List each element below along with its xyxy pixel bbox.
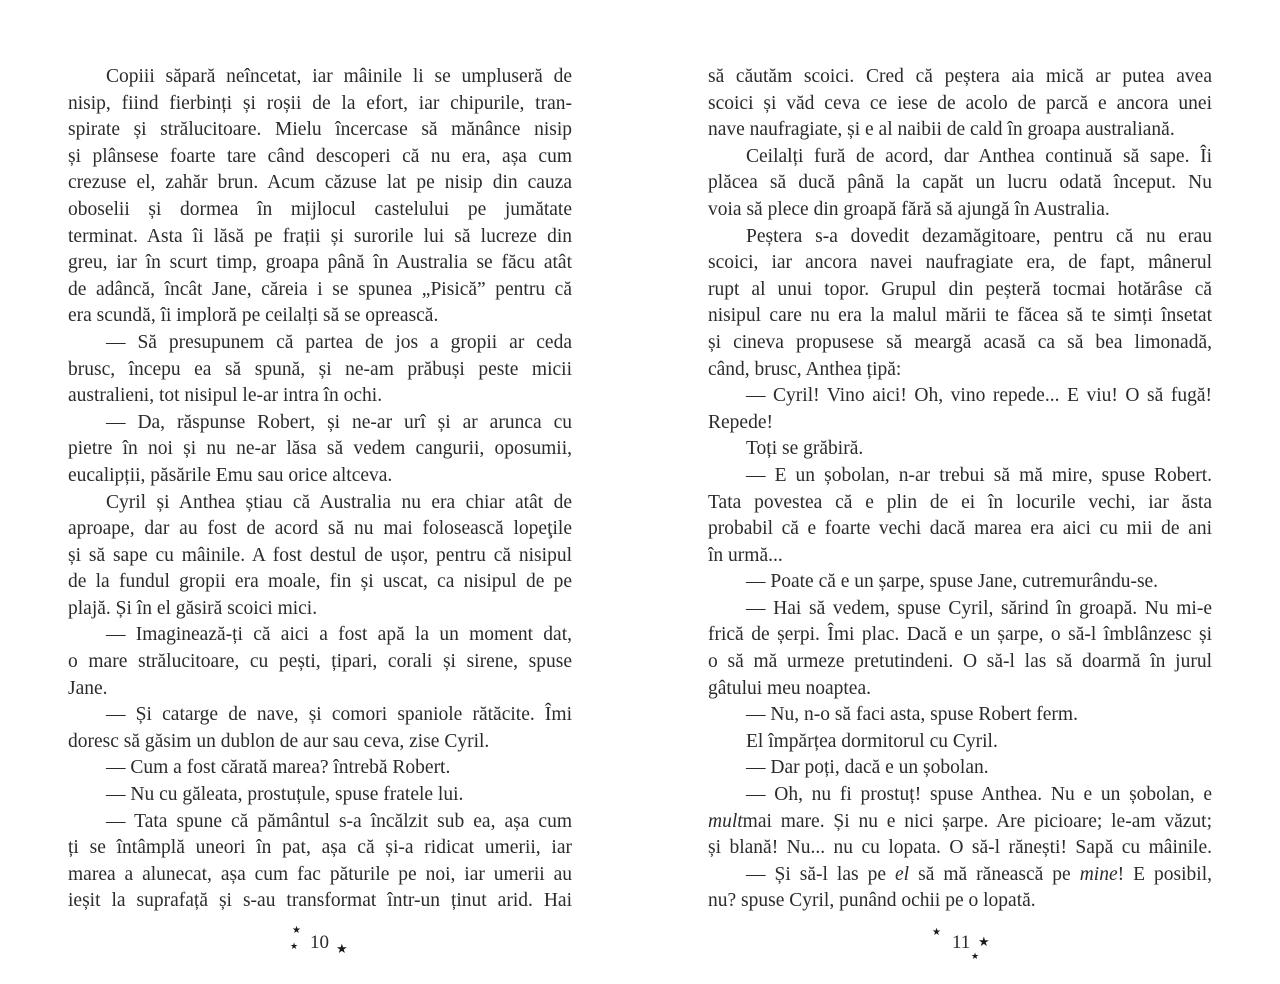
text-line: frică de șerpi. Îmi plac. Dacă e un șarpe, o să-l îmblânzesc și (708, 624, 1212, 646)
text-line: brusc, începu ea să spună, și ne-am prăbuși peste micii (68, 358, 572, 380)
text-line: Cyril și Anthea știau că Australia nu era chiar atât de (106, 491, 572, 513)
left-page-folio (260, 926, 380, 966)
text-line: Jane. (68, 677, 108, 699)
text-line: de la fundul gropii era moale, fin și uscat, ca nisipul de pe (68, 571, 572, 593)
text-line: spirate și strălucitoare. Mielu încercase să mănânce nisip (68, 119, 572, 141)
star-icon: ★ (932, 927, 941, 938)
text-line: — Hai să vedem, spuse Cyril, sărind în groapă. Nu mi-e (746, 597, 1212, 619)
text-line: și blană! Nu... nu cu lopata. O să-l rănești! Sapă cu mâinile. (708, 837, 1212, 859)
text-line: când, brusc, Anthea țipă: (708, 358, 902, 380)
text-line: și să sape cu mâinile. A fost destul de ușor, pentru că nisipul (68, 544, 572, 566)
star-icon: ★ (290, 942, 299, 952)
text-line: să căutăm scoici. Cred că peștera aia mică ar putea avea (708, 66, 1212, 87)
text-line: ieșit la suprafață și s-au transformat într-un ținut arid. Hai (68, 890, 572, 912)
text-line: plajă. Și în el găsiră scoici mici. (68, 597, 318, 619)
text-line: Peștera s-a dovedit dezamăgitoare, pentru că nu erau (746, 225, 1212, 247)
text-line: ți se întâmplă uneori în pat, așa că și-a ridicat umerii, iar (68, 837, 572, 859)
text-line: — E un șobolan, n-ar trebui să mă mire, spuse Robert. (746, 464, 1212, 486)
star-icon: ★ (292, 925, 301, 936)
text-line: era scundă, îi imploră pe ceilalți să se oprească. (68, 305, 439, 327)
text-line: — Da, răspunse Robert, și ne-ar urî și ar arunca cu (106, 411, 572, 433)
text-line: voia să plece din groapă fără să ajungă în Australia. (708, 198, 1110, 220)
text-line: oboselii și dormea în mijlocul castelului pe jumătate (68, 198, 572, 220)
text-line: Tata povestea că e plin de ei în locurile vechi, iar ăsta (708, 491, 1212, 513)
text-line: — Oh, nu fi prostuț! spuse Anthea. Nu e un șobolan, e (746, 784, 1212, 806)
page-number: 10 (310, 932, 329, 953)
text-line: nave naufragiate, și e al naibii de cald în groapa australiană. (708, 119, 1175, 141)
text-line: plăcea să ducă până la capăt un lucru odată început. Nu (708, 172, 1212, 194)
left-page-text (68, 64, 572, 915)
text-line: și cineva propusese să meargă acasă ca să bea limonadă, (708, 331, 1212, 353)
text-fragment: — Și să-l las pe (746, 863, 896, 885)
text-line: Toți se grăbiră. (746, 438, 864, 460)
text-line: — Tata spune că pământul s-a încălzit sub ea, așa cum (106, 810, 572, 832)
page-number: 11 (952, 932, 971, 953)
text-line: rupt al unui topor. Grupul din peșteră tocmai hotărâse că (708, 278, 1212, 300)
text-line: El împărțea dormitorul cu Cyril. (746, 730, 998, 752)
star-icon: ★ (971, 952, 980, 962)
text-fragment: să mă rănească pe (909, 863, 1080, 885)
text-line: gâtului meu noaptea. (708, 677, 871, 699)
text-line: pietre în noi și nu ne-ar lăsa să vedem cangurii, oposumii, (68, 438, 572, 460)
text-line (708, 862, 1212, 889)
text-line: — Poate că e un șarpe, spuse Jane, cutremurându-se. (746, 571, 1159, 593)
italic-word: mine (1079, 863, 1118, 885)
text-line: probabil că e foarte vechi dacă marea era aici cu mii de ani (708, 518, 1212, 540)
text-line: — Și catarge de nave, și comori spaniole rătăcite. Îmi (106, 704, 572, 726)
text-line: nisip, fiind fierbinți și roșii de la efort, iar chipurile, tran- (68, 92, 572, 114)
text-line: eucalipții, păsările Emu sau orice altceva. (68, 464, 393, 486)
text-line: terminat. Asta îi lăsă pe frații și surorile lui să lucreze din (68, 225, 572, 247)
text-line: greu, iar în scurt timp, groapa până în Australia se făcu atât (68, 252, 572, 274)
text-line: — Dar poți, dacă e un șobolan. (746, 757, 989, 779)
text-fragment: mai mare. Și nu e nici șarpe. Are picioare; le-am văzut; (742, 810, 1212, 832)
text-line: — Cum a fost cărată marea? întrebă Robert. (106, 757, 451, 779)
right-page-folio (900, 926, 1020, 966)
star-icon: ★ (336, 942, 348, 957)
text-line: marea a alunecat, așa cum fac păturile pe noi, iar umerii au (68, 863, 572, 885)
text-line: aproape, dar au fost de acord să nu mai folosească lopeţile (68, 518, 572, 540)
text-line: de adâncă, încât Jane, căreia i se spunea „Pisică” pentru că (68, 278, 572, 300)
text-line: — Imaginează-ți că aici a fost apă la un moment dat, (106, 624, 572, 646)
text-line: în urmă... (708, 544, 783, 566)
text-line: Repede! (708, 411, 773, 433)
text-line: — Nu cu găleata, prostuțule, spuse fratele lui. (106, 784, 464, 806)
text-line: scoici, iar ancora navei naufragiate era, de fapt, mânerul (708, 252, 1212, 274)
text-fragment: ! E posibil, (1117, 863, 1212, 885)
text-line: australieni, tot nisipul le-ar intra în ochi. (68, 385, 383, 407)
text-line (708, 809, 1212, 836)
text-line: doresc să găsim un dublon de aur sau ceva, zise Cyril. (68, 730, 490, 752)
text-line: o să mă urmeze pretutindeni. O să-l las să doarmă în jurul (708, 651, 1212, 673)
italic-word: el (895, 863, 910, 885)
star-icon: ★ (978, 935, 990, 950)
text-line: Ceilalți fură de acord, dar Anthea continuă să sape. Îi (746, 145, 1212, 167)
italic-word: mult (708, 810, 743, 832)
text-line: nisipul care nu era la malul mării te făcea să te simți însetat (708, 305, 1212, 327)
text-line: — Cyril! Vino aici! Oh, vino repede... E viu! O să fugă! (746, 385, 1212, 407)
text-line: și plânsese foarte tare când descoperi că nu era, așa cum (68, 145, 572, 167)
text-line: crezuse el, zahăr brun. Acum căzuse lat pe nisip din cauza (68, 172, 572, 194)
text-line: — Nu, n-o să faci asta, spuse Robert ferm. (746, 704, 1078, 726)
text-line: Copiii săpară neîncetat, iar mâinile li se umpluseră de (106, 66, 572, 87)
text-line: o mare strălucitoare, cu pești, țipari, corali și sirene, spuse (68, 651, 572, 673)
text-line: scoici și văd ceva ce iese de acolo de parcă e ancora unei (708, 92, 1212, 114)
text-line: nu? spuse Cyril, punând ochii pe o lopată. (708, 890, 1036, 912)
text-line: — Să presupunem că partea de jos a gropii ar ceda (106, 331, 572, 353)
right-page-text (708, 64, 1212, 915)
